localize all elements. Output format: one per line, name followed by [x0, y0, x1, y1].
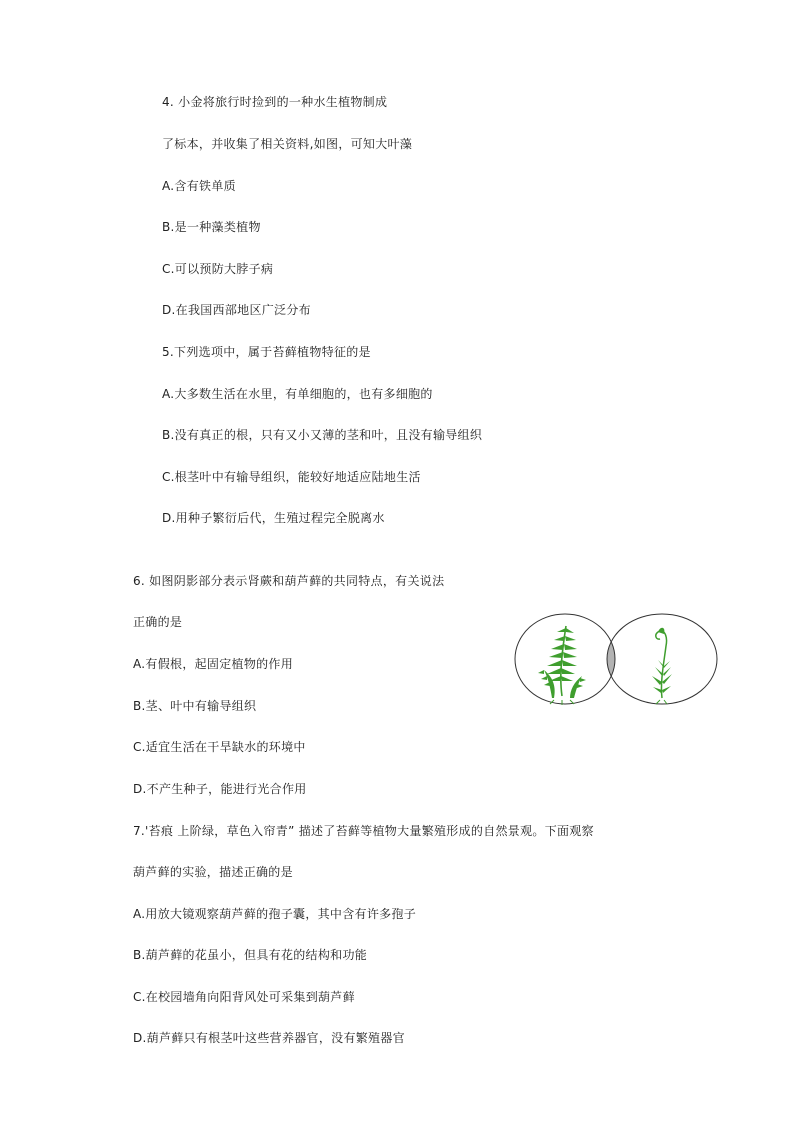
- q6-stem-line1: 6. 如图阴影部分表示肾蕨和葫芦藓的共同特点，有关说法: [133, 574, 445, 588]
- q4-stem-line1: 4. 小金将旅行时捡到的一种水生植物制成: [162, 95, 388, 109]
- q6-option-c: C.适宜生活在干旱缺水的环境中: [133, 740, 306, 754]
- q7-option-a: A.用放大镜观察葫芦藓的孢子囊，其中含有许多孢子: [133, 907, 417, 921]
- q4-option-c: C.可以预防大脖子病: [162, 262, 274, 276]
- q6-option-b: B.茎、叶中有输导组织: [133, 699, 257, 713]
- q6-stem-line2: 正确的是: [133, 615, 183, 629]
- q4-stem-line2: 了标本，并收集了相关资料,如图，可知大叶藻: [162, 137, 413, 151]
- q7-stem-line2: 葫芦藓的实验，描述正确的是: [133, 865, 293, 879]
- venn-diagram-figure: [514, 612, 720, 706]
- q4-option-a: A.含有铁单质: [162, 179, 236, 193]
- q7-option-d: D.葫芦藓只有根茎叶这些营养器官，没有繁殖器官: [133, 1031, 405, 1045]
- q6-option-a: A.有假根，起固定植物的作用: [133, 657, 294, 671]
- moss-illustration: [652, 628, 672, 704]
- q5-stem: 5.下列选项中，属于苔藓植物特征的是: [162, 345, 371, 359]
- fern-illustration: [538, 626, 586, 705]
- q5-option-b: B.没有真正的根，只有又小又薄的茎和叶，且没有输导组织: [162, 428, 483, 442]
- q7-option-c: C.在校园墙角向阳背风处可采集到葫芦藓: [133, 990, 355, 1004]
- q7-option-b: B.葫芦藓的花虽小，但具有花的结构和功能: [133, 948, 368, 962]
- q5-option-d: D.用种子繁衍后代，生殖过程完全脱离水: [162, 511, 385, 525]
- q4-option-d: D.在我国西部地区广泛分布: [162, 303, 311, 317]
- q6-option-d: D.不产生种子，能进行光合作用: [133, 782, 307, 796]
- q5-option-a: A.大多数生活在水里，有单细胞的，也有多细胞的: [162, 387, 433, 401]
- q4-option-b: B.是一种藻类植物: [162, 220, 261, 234]
- q5-option-c: C.根茎叶中有输导组织，能较好地适应陆地生活: [162, 470, 421, 484]
- q7-stem-line1: 7.'苔痕 上阶绿，草色入帘青” 描述了苔藓等植物大量繁殖形成的自然景观。下面观察: [133, 824, 594, 838]
